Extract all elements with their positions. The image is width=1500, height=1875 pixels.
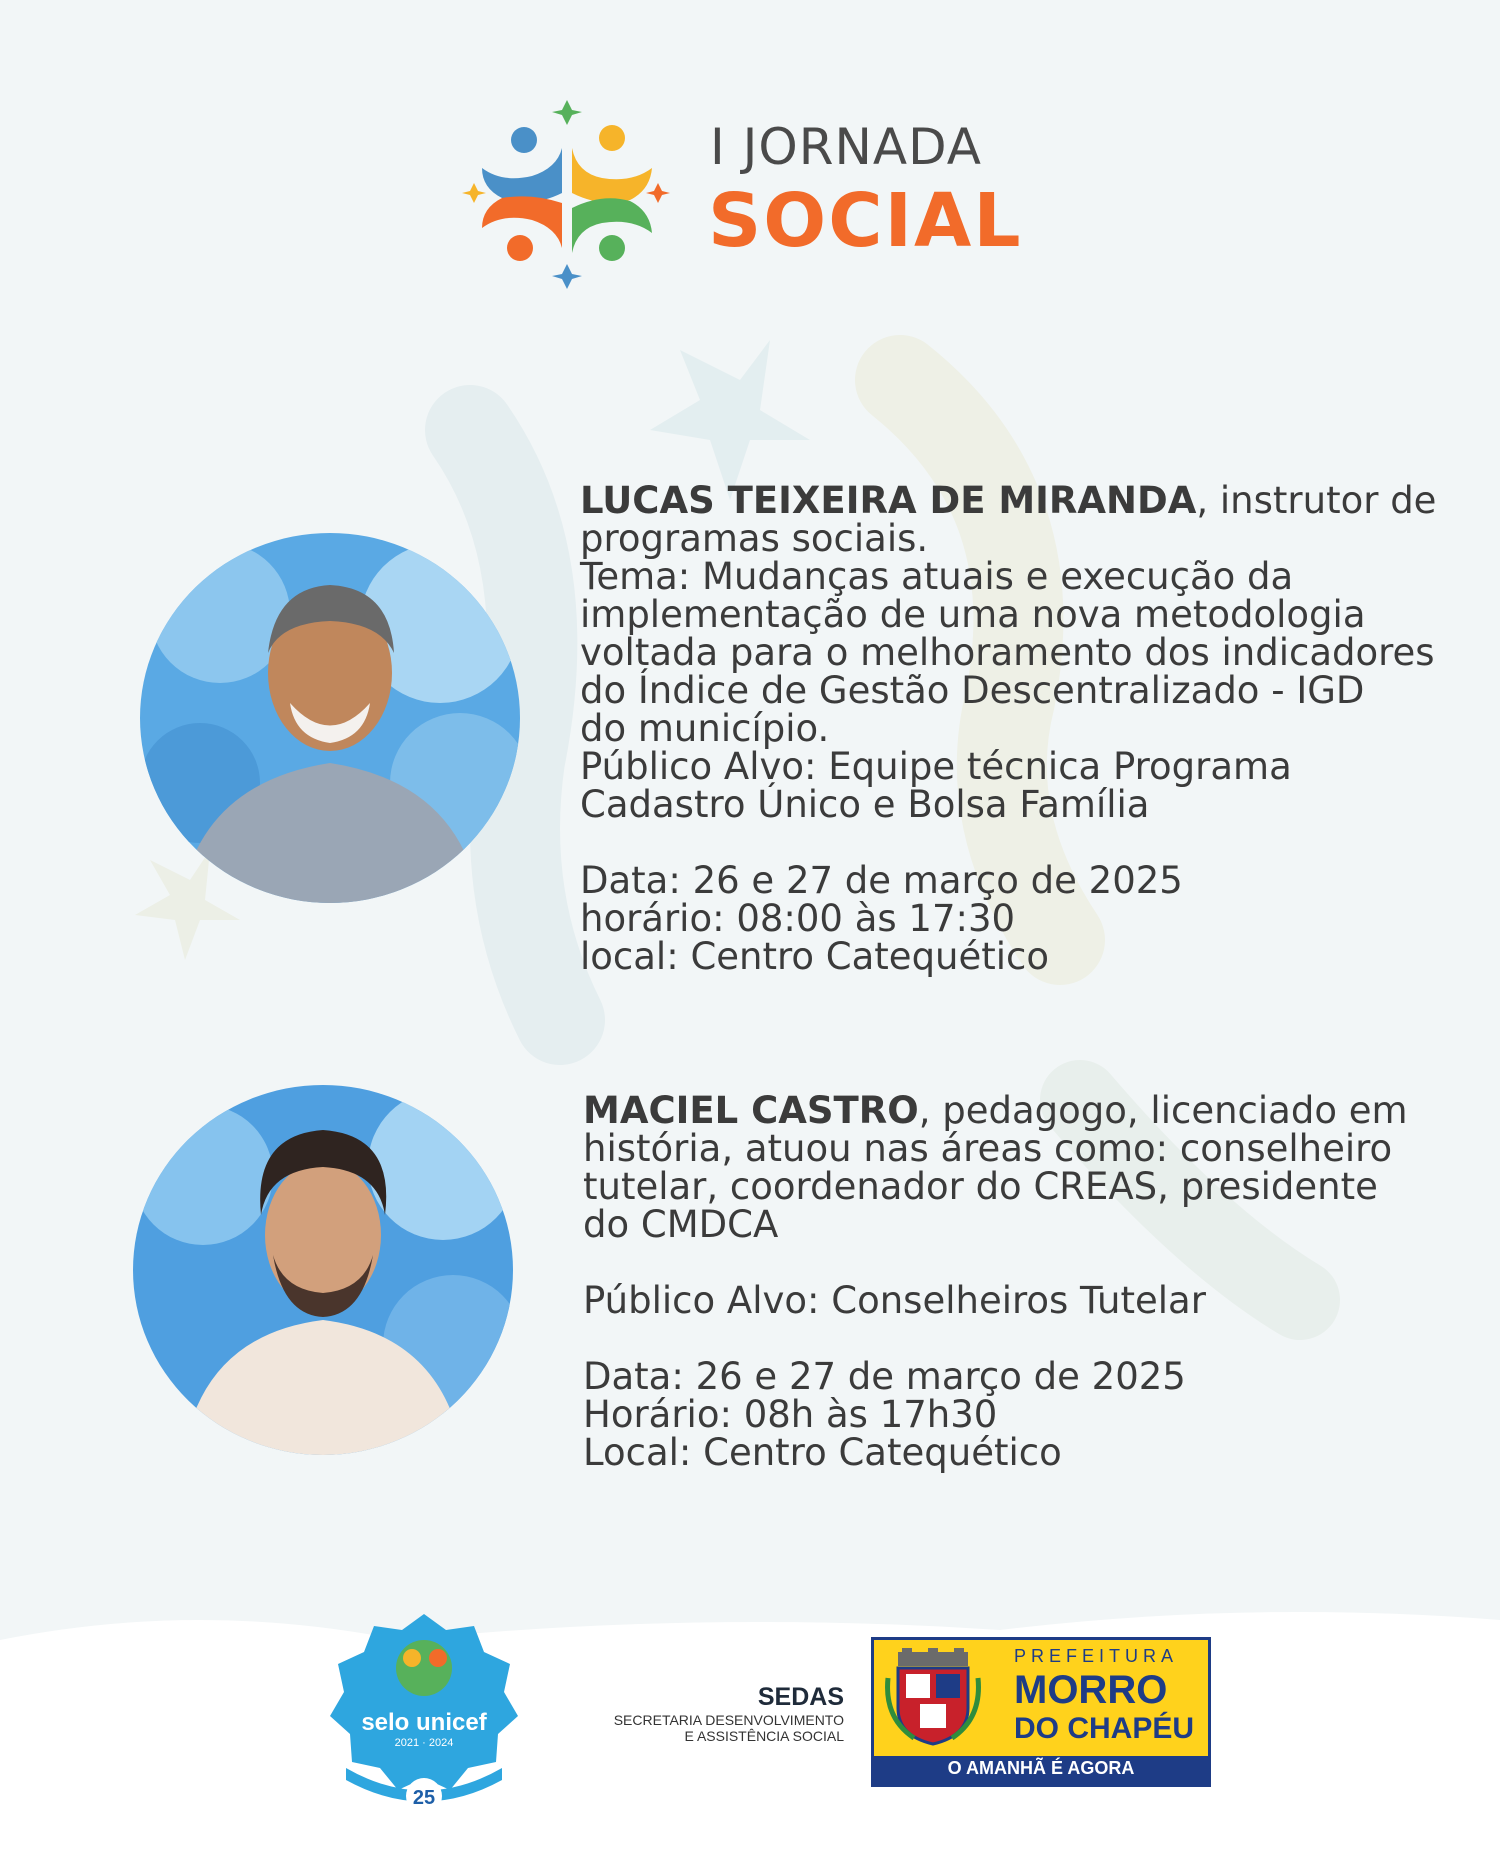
speaker-info-lucas [580,479,1437,978]
event-location: local: Centro Catequético [580,935,1050,978]
city-name-line1: MORRO [1014,1668,1168,1712]
info-line: história, atuou nas áreas como: conselheiro [583,1127,1393,1170]
info-line: implementação de uma nova metodologia [580,593,1366,636]
event-date: Data: 26 e 27 de março de 2025 [583,1355,1186,1398]
prefeitura-logo [871,1637,1211,1787]
speaker-role: , pedagogo, licenciado em [918,1089,1408,1132]
info-line: do Índice de Gestão Descentralizado - IGD [580,669,1365,712]
event-date: Data: 26 e 27 de março de 2025 [580,859,1183,902]
info-line: Público Alvo: Equipe técnica Programa [580,745,1292,788]
sedas-title: SEDAS [757,1683,844,1711]
jornada-social-logo [462,88,672,298]
prefeitura-slogan: O AMANHÃ É AGORA [947,1758,1135,1778]
city-crest-icon [884,1648,982,1748]
event-time: horário: 08:00 às 17:30 [580,897,1016,940]
selo-unicef-logo [326,1608,522,1818]
info-line: do CMDCA [583,1203,779,1246]
event-title-line2: SOCIAL [708,178,1023,264]
info-line: Cadastro Único e Bolsa Família [580,783,1150,826]
info-line: do município. [580,707,830,750]
svg-text:2021 · 2024: 2021 · 2024 [394,1737,454,1749]
speaker-name: LUCAS TEIXEIRA DE MIRANDA [580,479,1197,522]
info-line: tutelar, coordenador do CREAS, presidente [583,1165,1378,1208]
event-time: Horário: 08h às 17h30 [583,1393,998,1436]
city-name-line2: DO CHAPÉU [1014,1712,1195,1745]
target-audience: Público Alvo: Conselheiros Tutelar [583,1279,1206,1322]
svg-text:selo unicef: selo unicef [361,1709,487,1736]
speaker-photo-lucas [140,533,520,903]
prefeitura-label: PREFEITURA [1014,1646,1179,1666]
speaker-role: , instrutor de [1196,479,1437,522]
sedas-subtitle-line2: E ASSISTÊNCIA SOCIAL [684,1728,844,1744]
speaker-photo-maciel [133,1085,513,1455]
info-line: Tema: Mudanças atuais e execução da [580,555,1294,598]
sedas-logo [560,1683,844,1744]
speaker-name: MACIEL CASTRO [583,1089,919,1132]
speaker-info-maciel [583,1089,1408,1474]
event-title-line1: I JORNADA [710,118,982,176]
sedas-subtitle-line1: SECRETARIA DESENVOLVIMENTO [613,1712,844,1728]
event-location: Local: Centro Catequético [583,1431,1062,1474]
info-line: programas sociais. [580,517,929,560]
svg-text:25: 25 [412,1787,436,1809]
info-line: voltada para o melhoramento dos indicadores [580,631,1435,674]
